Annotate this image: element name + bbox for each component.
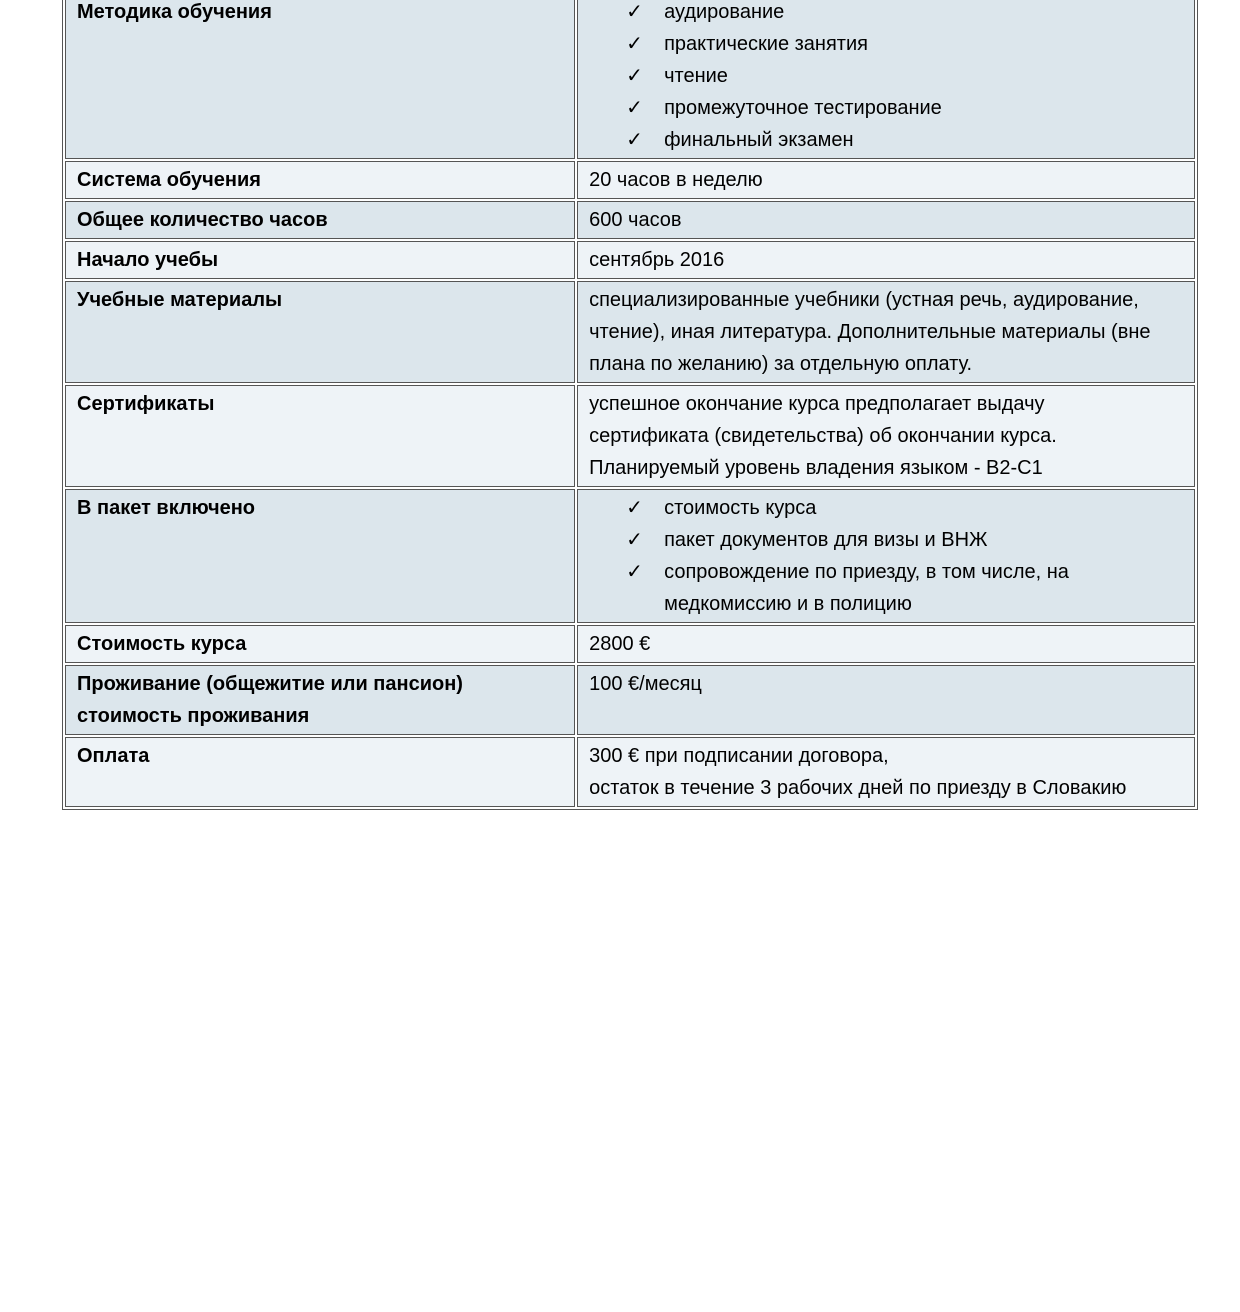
row-value-study-system: 20 часов в неделю — [577, 161, 1195, 199]
list-item: ✓ промежуточное тестирование — [589, 92, 1184, 124]
row-value-total-hours: 600 часов — [577, 201, 1195, 239]
row-label-package: В пакет включено — [65, 489, 575, 623]
list-item-continuation: медкомиссию и в полицию — [664, 593, 912, 615]
checkmark-icon: ✓ — [626, 127, 643, 151]
table-row — [65, 625, 1195, 663]
table-row — [65, 241, 1195, 279]
table-row — [65, 281, 1195, 383]
list-item: ✓ аудирование — [589, 0, 1184, 28]
row-value-certificates: успешное окончание курса предполагает выдачу сертификата (свидетельства) об окончании курса. Планируемый уровень владения языком - B2-C1 — [577, 385, 1195, 487]
table-row — [65, 489, 1195, 623]
list-item: ✓ практические занятия — [589, 28, 1184, 60]
row-label-total-hours: Общее количество часов — [65, 201, 575, 239]
table-row — [65, 737, 1195, 807]
row-value-methodology — [577, 0, 1195, 159]
checkmark-icon: ✓ — [626, 31, 643, 55]
course-info-table — [62, 0, 1198, 810]
row-value-materials: специализированные учебники (устная речь, аудирование, чтение), иная литература. Дополнительные материалы (вне плана по желанию) за отдельную оплату. — [577, 281, 1195, 383]
table-row — [65, 0, 1195, 159]
table-row — [65, 201, 1195, 239]
checkmark-icon: ✓ — [626, 495, 643, 519]
row-label-study-system: Система обучения — [65, 161, 575, 199]
list-item: ✓ стоимость курса — [589, 492, 1184, 524]
row-label-start-date: Начало учебы — [65, 241, 575, 279]
list-item: ✓ финальный экзамен — [589, 124, 1184, 156]
checkmark-icon: ✓ — [626, 0, 643, 23]
package-checklist — [589, 492, 1184, 620]
checkmark-icon: ✓ — [626, 527, 643, 551]
checkmark-icon: ✓ — [626, 63, 643, 87]
row-value-accommodation: 100 €/месяц — [577, 665, 1195, 735]
row-value-package — [577, 489, 1195, 623]
row-value-payment: 300 € при подписании договора, остаток в течение 3 рабочих дней по приезду в Словакию — [577, 737, 1195, 807]
row-label-payment: Оплата — [65, 737, 575, 807]
row-label-course-price: Стоимость курса — [65, 625, 575, 663]
table-row — [65, 161, 1195, 199]
checkmark-icon: ✓ — [626, 95, 643, 119]
row-label-methodology — [65, 0, 575, 159]
row-value-start-date: сентябрь 2016 — [577, 241, 1195, 279]
row-value-course-price: 2800 € — [577, 625, 1195, 663]
list-item: ✓ сопровождение по приезду, в том числе, на — [589, 556, 1184, 588]
checkmark-icon: ✓ — [626, 559, 643, 583]
table-row — [65, 385, 1195, 487]
row-label-text: Методика обучения — [77, 1, 272, 23]
list-item: ✓ чтение — [589, 60, 1184, 92]
row-label-certificates: Сертификаты — [65, 385, 575, 487]
table-row — [65, 665, 1195, 735]
row-label-materials: Учебные материалы — [65, 281, 575, 383]
list-item: ✓ пакет документов для визы и ВНЖ — [589, 524, 1184, 556]
row-label-accommodation: Проживание (общежитие или пансион) стоимость проживания — [65, 665, 575, 735]
methodology-checklist — [589, 0, 1184, 156]
